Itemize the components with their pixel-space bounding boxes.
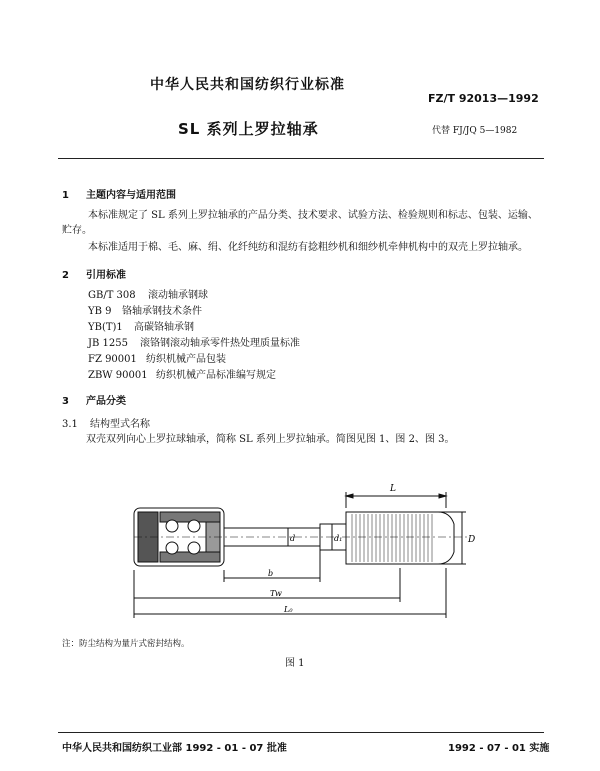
section-number: 3 <box>62 396 69 407</box>
arrow-icon <box>346 494 353 498</box>
section-title: 主题内容与适用范围 <box>86 190 176 201</box>
standard-code: FZ/T 92013—1992 <box>428 92 539 105</box>
reference-item <box>88 368 300 384</box>
reference-item <box>88 288 300 304</box>
reference-code: YB 9 <box>88 306 112 317</box>
reference-code: JB 1255 <box>88 338 128 349</box>
dim-label-D: D <box>468 535 476 545</box>
reference-item <box>88 352 300 368</box>
paragraph-scope-1-cont: 贮存。 <box>62 225 92 236</box>
reference-item <box>88 336 300 352</box>
header-rule <box>58 158 544 159</box>
subsection-3-1-heading <box>62 415 150 430</box>
figure-caption: 图 1 <box>285 658 305 669</box>
bearing-drawing <box>120 478 480 628</box>
dim-label-b: b <box>268 569 274 578</box>
reference-list <box>88 288 300 384</box>
footer-rule <box>58 732 544 733</box>
page-title: SL 系列上罗拉轴承 <box>178 120 319 138</box>
reference-title: 高碳铬轴承钢 <box>134 322 194 333</box>
section-1-heading <box>62 186 176 201</box>
section-number: 1 <box>62 190 69 201</box>
subsection-title: 结构型式名称 <box>90 419 150 430</box>
ball <box>166 520 178 532</box>
reference-title: 铬轴承钢技术条件 <box>122 306 202 317</box>
reference-code: ZBW 90001 <box>88 370 148 381</box>
dim-label-d1: d₁ <box>334 534 343 543</box>
section-2-heading <box>62 266 126 281</box>
paragraph-line: 本标准规定了 SL 系列上罗拉轴承的产品分类、技术要求、试验方法、检验规则和标志、包装、运输、 <box>88 210 538 221</box>
dim-label-L: L <box>390 484 396 494</box>
ball <box>188 520 200 532</box>
reference-item <box>88 320 300 336</box>
arrow-icon <box>439 494 446 498</box>
subsection-number: 3.1 <box>62 419 78 430</box>
ball <box>166 542 178 554</box>
reference-code: YB(T)1 <box>88 322 123 333</box>
dim-label-Tw: Tw <box>270 589 282 598</box>
section-title: 引用标准 <box>86 270 126 281</box>
section-number: 2 <box>62 270 69 281</box>
reference-title: 纺织机械产品标准编写规定 <box>156 370 276 381</box>
reference-title: 滚铬钢滚动轴承零件热处理质量标准 <box>140 338 300 349</box>
figure-note: 注：防尘结构为量片式密封结构。 <box>62 639 190 649</box>
dim-label-d: d <box>290 534 296 543</box>
section-title: 产品分类 <box>86 396 126 407</box>
section-3-heading <box>62 392 126 407</box>
reference-title: 滚动轴承钢球 <box>148 290 208 301</box>
paragraph-scope-1 <box>62 208 552 223</box>
dim-label-L0: L₀ <box>284 605 293 614</box>
ball <box>188 542 200 554</box>
paragraph-scope-2: 本标准适用于棉、毛、麻、绢、化纤纯纺和混纺有捻粗纱机和细纱机牵伸机构中的双壳上罗拉轴承。 <box>88 242 528 253</box>
reference-item <box>88 304 300 320</box>
reference-code: GB/T 308 <box>88 290 136 301</box>
effective-date: 1992 - 07 - 01 实施 <box>448 743 550 754</box>
reference-title: 纺织机械产品包装 <box>146 354 226 365</box>
approval-line: 中华人民共和国纺织工业部 1992 - 01 - 07 批准 <box>62 743 287 754</box>
reference-code: FZ 90001 <box>88 354 137 365</box>
subsection-3-1-text: 双壳双列向心上罗拉球轴承，简称 SL 系列上罗拉轴承。简图见图 1、图 2、图 3。 <box>86 434 455 445</box>
issuing-body: 中华人民共和国纺织行业标准 <box>150 77 345 93</box>
replaces-note: 代替 FJ/JQ 5—1982 <box>432 126 518 136</box>
